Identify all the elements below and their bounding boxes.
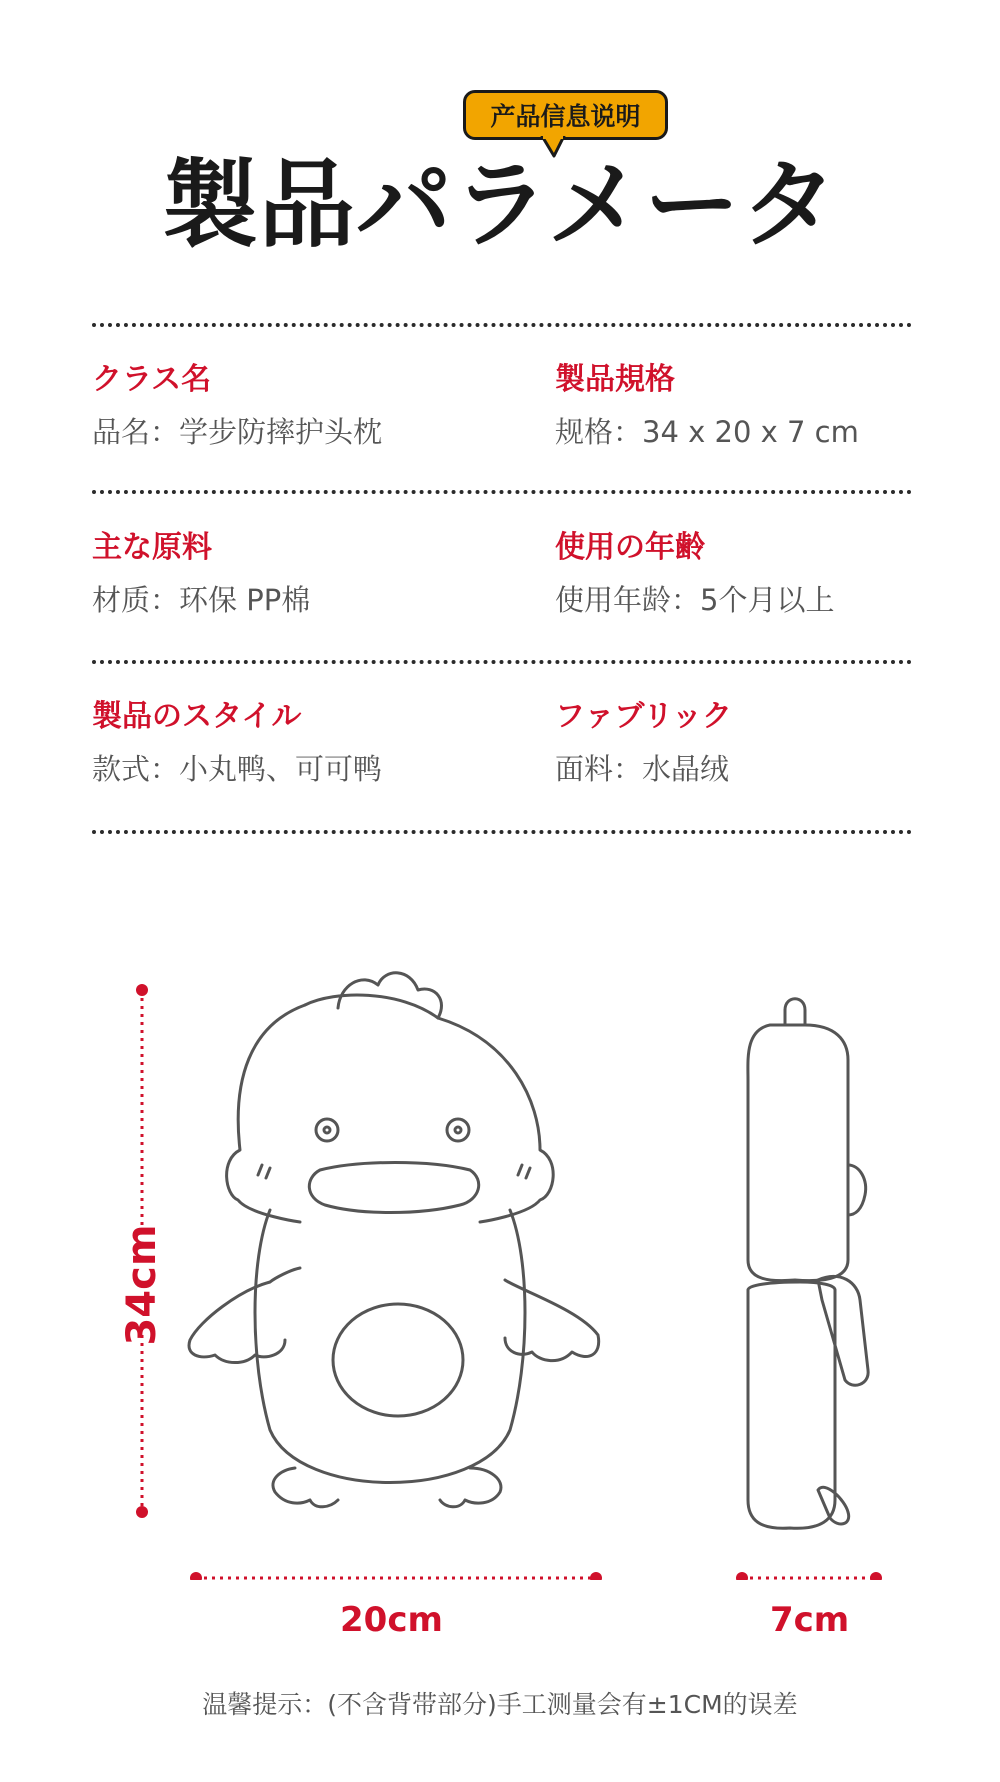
spec-label: ファブリック	[555, 699, 732, 734]
depth-dimension-label: 7cm	[770, 1600, 850, 1640]
spec-value: 面料：水晶绒	[555, 752, 730, 786]
spec-value: 材质：环保 PP棉	[92, 583, 311, 617]
spec-label: クラス名	[92, 362, 212, 397]
spec-label: 製品規格	[555, 362, 675, 397]
divider	[92, 490, 912, 494]
spec-value: 规格：34 x 20 x 7 cm	[555, 415, 859, 449]
spec-style	[92, 697, 492, 789]
divider	[92, 323, 912, 327]
divider	[92, 830, 912, 834]
spec-label: 使用の年齢	[555, 530, 705, 565]
width-dimension-label: 20cm	[340, 1600, 443, 1640]
spec-age	[555, 528, 955, 620]
duck-side-outline-icon	[748, 999, 868, 1529]
spec-label: 主な原料	[92, 530, 212, 565]
spec-value: 品名：学步防摔护头枕	[92, 415, 383, 449]
measurement-note: 温馨提示：(不含背带部分)手工测量会有±1CM的误差	[202, 1690, 798, 1719]
page-title: 製品パラメータ	[161, 149, 839, 261]
spec-fabric	[555, 697, 955, 789]
spec-label: 製品のスタイル	[92, 699, 302, 734]
duck-front-outline-icon	[189, 973, 599, 1507]
height-dimension-label: 34cm	[119, 1224, 165, 1346]
spec-class-name	[92, 360, 492, 452]
spec-size	[555, 360, 955, 452]
depth-dimension-line	[736, 1572, 882, 1580]
spec-material	[92, 528, 492, 620]
divider	[92, 660, 912, 664]
info-badge	[463, 90, 668, 140]
spec-value: 款式：小丸鸭、可可鸭	[92, 752, 383, 786]
width-dimension-line	[190, 1572, 602, 1580]
spec-value: 使用年龄：5个月以上	[555, 583, 835, 617]
info-badge-label: 产品信息说明	[490, 102, 641, 131]
